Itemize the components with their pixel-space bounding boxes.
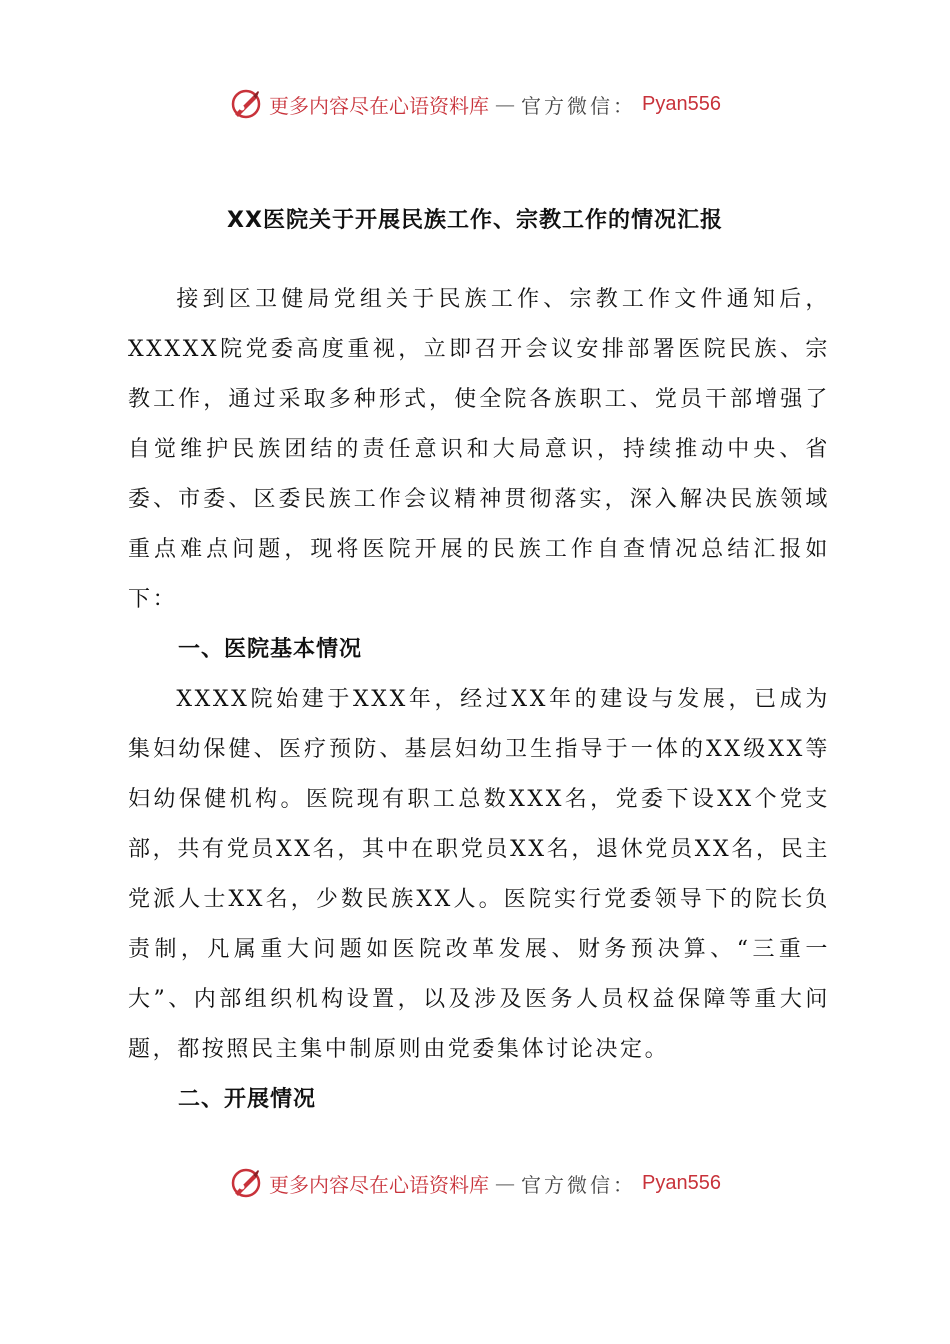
document-body — [128, 275, 830, 1125]
footer-banner — [0, 1163, 950, 1203]
section-1-paragraph: XXXX院始建于XXX年，经过XX年的建设与发展，已成为集妇幼保健、医疗预防、基层妇幼卫生指导于一体的XX级XX等妇幼保健机构。医院现有职工总数XXX名，党委下设XX个党支部，共有党员XX名，其中在职党员XX名，退休党员XX名，民主党派人士XX名，少数民族XX人。医院实行党委领导下的院长负责制，凡属重大问题如医院改革发展、财务预决算、“三重一大”、内部组织机构设置，以及涉及医务人员权益保障等重大问题，都按照民主集中制原则由党委集体讨论决定。 — [128, 687, 830, 1062]
banner-official-label: 官方微信： — [521, 93, 637, 118]
header-banner — [0, 84, 950, 124]
banner-brand-text: 更多内容尽在心语资料库 — [269, 93, 490, 118]
section-heading-2: 二、开展情况 — [178, 1087, 317, 1112]
pen-logo-icon — [229, 87, 263, 121]
banner-official-label: 官方微信： — [521, 1172, 637, 1197]
pen-logo-icon — [229, 1166, 263, 1200]
banner-separator: — — [495, 92, 516, 116]
banner-wechat-id: Pyan556 — [642, 92, 721, 115]
document-title: XX医院关于开展民族工作、宗教工作的情况汇报 — [227, 208, 723, 233]
banner-wechat-id: Pyan556 — [642, 1171, 721, 1194]
banner-separator: — — [495, 1171, 516, 1195]
section-heading-1: 一、医院基本情况 — [178, 637, 363, 662]
intro-paragraph: 接到区卫健局党组关于民族工作、宗教工作文件通知后，XXXXX院党委高度重视，立即召开会议安排部署医院民族、宗教工作，通过采取多种形式，使全院各族职工、党员干部增强了自觉维护民族团结的责任意识和大局意识，持续推动中央、省委、市委、区委民族工作会议精神贯彻落实，深入解决民族领域重点难点问题，现将医院开展的民族工作自查情况总结汇报如下： — [128, 287, 830, 612]
banner-brand-text: 更多内容尽在心语资料库 — [269, 1172, 490, 1197]
